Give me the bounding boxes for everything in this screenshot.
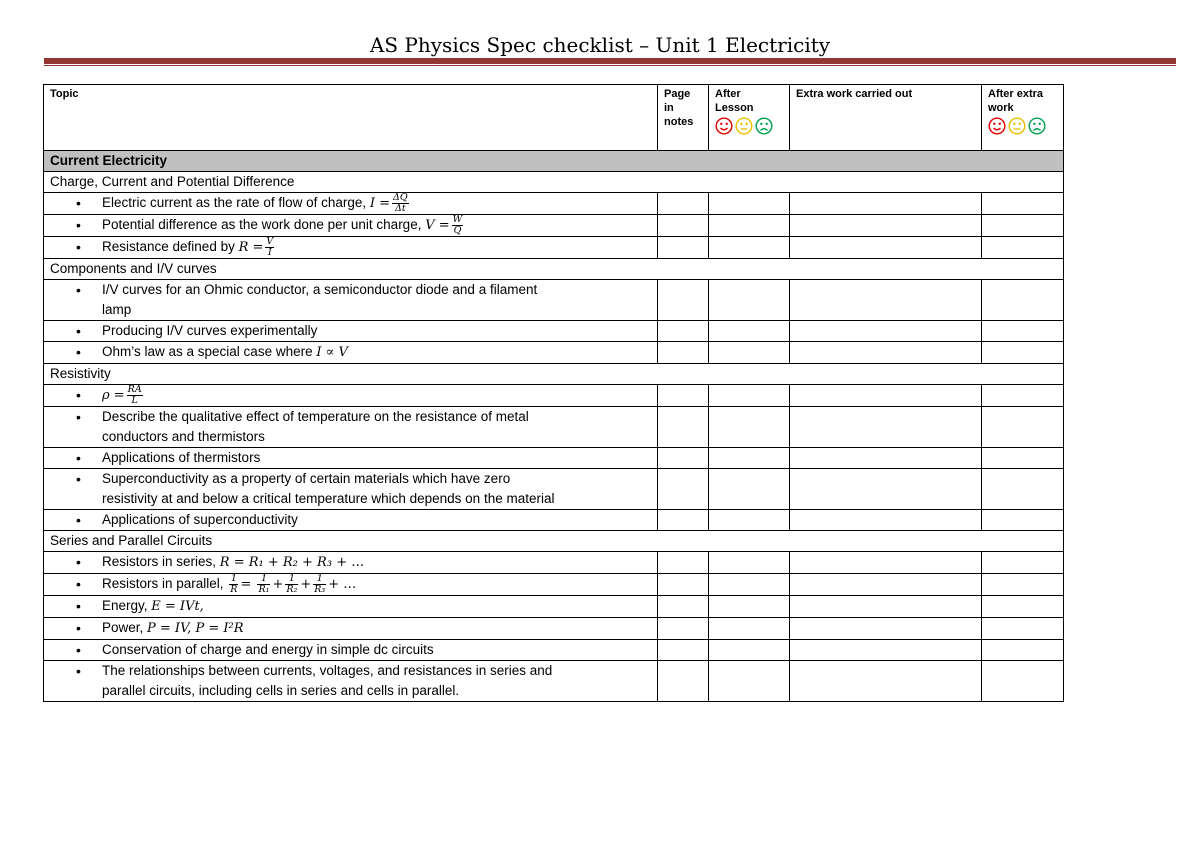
math-expression: E = IVt,: [151, 599, 204, 615]
checklist-row: [44, 596, 1064, 618]
denominator: Δt: [395, 203, 406, 214]
after-extra-cell[interactable]: [982, 193, 1064, 215]
topic-text: Superconductivity as a property of certain materials which have zero resistivity at and below a critical temperature which depends on the material: [102, 471, 555, 507]
math-expression: P = IV, P = I²R: [147, 621, 244, 637]
topic-text: Resistance defined by: [102, 239, 239, 255]
topic-cell: [44, 448, 658, 469]
math-expression: V =: [425, 218, 450, 234]
extra-work-cell[interactable]: [790, 552, 982, 574]
subheading: Components and I/V curves: [44, 259, 1064, 280]
smiley-face-icon: [715, 117, 733, 139]
after-extra-cell[interactable]: [982, 552, 1064, 574]
topic-cell: [44, 596, 658, 618]
after-extra-cell[interactable]: [982, 385, 1064, 407]
header-row: [44, 85, 1064, 151]
topic-cell: [44, 237, 658, 259]
math-expression: I =: [369, 196, 391, 212]
topic-text: Conservation of charge and energy in simple dc circuits: [102, 642, 434, 658]
denominator: Q: [453, 225, 462, 237]
topic-cell: [44, 215, 658, 237]
subheading: Resistivity: [44, 364, 1064, 385]
after-lesson-cell[interactable]: [709, 407, 790, 448]
checklist-row: [44, 469, 1064, 510]
extra-work-cell[interactable]: [790, 574, 982, 596]
topic-text: Electric current as the rate of flow of charge,: [102, 195, 370, 211]
bullet: •: [76, 217, 81, 234]
numerator: V: [266, 236, 274, 248]
topic-cell: [44, 552, 658, 574]
extra-work-cell[interactable]: [790, 469, 982, 510]
topic-text: Resistors in parallel,: [102, 576, 228, 592]
after-lesson-cell[interactable]: [709, 321, 790, 342]
page-cell[interactable]: [658, 215, 709, 237]
bullet: •: [76, 554, 81, 571]
page-cell[interactable]: [658, 448, 709, 469]
denominator: I: [267, 247, 272, 259]
subheading-row: [44, 259, 1064, 280]
rating-faces: [715, 117, 789, 139]
checklist-row: [44, 640, 1064, 661]
page-cell[interactable]: [658, 510, 709, 531]
page-cell[interactable]: [658, 385, 709, 407]
math-expression: ρ =: [102, 388, 125, 404]
after-lesson-cell[interactable]: [709, 193, 790, 215]
after-extra-cell[interactable]: [982, 640, 1064, 661]
topic-text: Ohm’s law as a special case where: [102, 344, 317, 360]
checklist-row: [44, 618, 1064, 640]
bullet: •: [76, 471, 81, 488]
math-expression: R =: [238, 240, 264, 256]
bullet: •: [76, 620, 81, 637]
bullet: •: [76, 323, 81, 340]
extra-work-cell[interactable]: [790, 385, 982, 407]
subheading-row: [44, 172, 1064, 193]
after-extra-label: After extra work: [988, 88, 1044, 114]
bullet: •: [76, 642, 81, 659]
checklist-row: [44, 407, 1064, 448]
extra-work-cell[interactable]: [790, 661, 982, 702]
extra-work-cell[interactable]: [790, 596, 982, 618]
extra-work-header: Extra work carried out: [790, 85, 982, 151]
checklist-row: [44, 215, 1064, 237]
topic-cell: [44, 618, 658, 640]
topic-text: Potential difference as the work done per unit charge,: [102, 217, 426, 233]
extra-work-cell[interactable]: [790, 510, 982, 531]
topic-cell: [44, 407, 658, 448]
topic-cell: [44, 342, 658, 364]
topic-cell: [44, 574, 658, 596]
checklist-row: [44, 448, 1064, 469]
topic-text: Describe the qualitative effect of temperature on the resistance of metal conductors and thermistors: [102, 409, 529, 445]
fraction: [265, 237, 274, 258]
fraction: [452, 215, 464, 236]
checklist-row: [44, 385, 1064, 407]
bullet: •: [76, 239, 81, 256]
checklist-row: [44, 321, 1064, 342]
page-cell[interactable]: [658, 407, 709, 448]
fraction: [127, 385, 143, 406]
topic-text: I/V curves for an Ohmic conductor, a semiconductor diode and a filament lamp: [102, 282, 538, 318]
section-row: [44, 151, 1064, 172]
checklist-row: [44, 193, 1064, 215]
after-extra-cell[interactable]: [982, 321, 1064, 342]
bullet: •: [76, 195, 81, 211]
subheading-row: [44, 531, 1064, 552]
math-expression: I ∝ V: [316, 345, 348, 361]
page-cell[interactable]: [658, 193, 709, 215]
after-extra-cell[interactable]: [982, 215, 1064, 237]
bullet: •: [76, 344, 81, 361]
page-cell[interactable]: [658, 469, 709, 510]
numerator: W: [452, 214, 463, 226]
after-lesson-cell[interactable]: [709, 661, 790, 702]
subheading-row: [44, 364, 1064, 385]
after-lesson-cell[interactable]: [709, 280, 790, 321]
denominator: L: [131, 395, 138, 407]
extra-work-cell[interactable]: [790, 618, 982, 640]
after-extra-cell[interactable]: [982, 596, 1064, 618]
after-lesson-cell[interactable]: [709, 385, 790, 407]
after-lesson-cell[interactable]: [709, 552, 790, 574]
title-rule: [44, 58, 1176, 64]
math-expression: $\frac{1}{R}$ = $\frac{1}{\text{R₁}}$ + $\frac{1}{\text{R₂}}$ + $\frac{1}{\text{R₃}}$ + …: [230, 573, 357, 596]
page-cell[interactable]: [658, 342, 709, 364]
bullet: •: [76, 663, 81, 680]
checklist-row: [44, 342, 1064, 364]
checklist-row: [44, 552, 1064, 574]
topic-cell: [44, 510, 658, 531]
checklist-row: [44, 280, 1064, 321]
after-lesson-cell[interactable]: [709, 618, 790, 640]
subheading: Series and Parallel Circuits: [44, 531, 1064, 552]
page-cell[interactable]: [658, 640, 709, 661]
after-extra-cell[interactable]: [982, 407, 1064, 448]
after-extra-cell[interactable]: [982, 574, 1064, 596]
fraction: [392, 193, 409, 214]
section-heading: Current Electricity: [44, 151, 1064, 172]
page-cell[interactable]: [658, 661, 709, 702]
topic-cell: [44, 661, 658, 702]
after-extra-header: [982, 85, 1064, 151]
checklist-row: [44, 237, 1064, 259]
title-rule-thin: [44, 65, 1176, 66]
subheading: Charge, Current and Potential Difference: [44, 172, 1064, 193]
after-extra-cell[interactable]: [982, 510, 1064, 531]
sad-face-icon: [1028, 117, 1046, 139]
page-cell[interactable]: [658, 574, 709, 596]
page-cell[interactable]: [658, 596, 709, 618]
after-extra-cell[interactable]: [982, 618, 1064, 640]
page-cell[interactable]: [658, 552, 709, 574]
bullet: •: [76, 512, 81, 529]
checklist-row: [44, 574, 1064, 596]
extra-work-cell[interactable]: [790, 237, 982, 259]
checklist-row: [44, 661, 1064, 702]
topic-text: Producing I/V curves experimentally: [102, 323, 318, 339]
topic-text: Power,: [102, 620, 148, 636]
sad-face-icon: [755, 117, 773, 139]
after-lesson-cell[interactable]: [709, 596, 790, 618]
topic-cell: [44, 193, 658, 215]
page-cell[interactable]: [658, 237, 709, 259]
numerator: ΔQ: [393, 192, 408, 203]
extra-work-cell[interactable]: [790, 342, 982, 364]
extra-work-cell[interactable]: [790, 215, 982, 237]
topic-text: Resistors in series,: [102, 554, 220, 570]
page-header: Page in notes: [658, 85, 709, 151]
page-title: AS Physics Spec checklist – Unit 1 Electricity: [369, 33, 831, 57]
topic-cell: [44, 640, 658, 661]
math-expression: R = R₁ + R₂ + R₃ + …: [219, 555, 365, 571]
neutral-face-icon: [735, 117, 753, 139]
extra-work-cell[interactable]: [790, 193, 982, 215]
neutral-face-icon: [1008, 117, 1026, 139]
bullet: •: [76, 409, 81, 426]
topic-cell: [44, 469, 658, 510]
bullet: •: [76, 576, 81, 593]
numerator: RA: [127, 384, 142, 396]
after-extra-cell[interactable]: [982, 661, 1064, 702]
page-cell[interactable]: [658, 280, 709, 321]
topic-cell: [44, 280, 658, 321]
extra-work-cell[interactable]: [790, 407, 982, 448]
after-lesson-cell[interactable]: [709, 510, 790, 531]
extra-work-cell[interactable]: [790, 321, 982, 342]
extra-work-cell[interactable]: [790, 448, 982, 469]
topic-cell: [44, 321, 658, 342]
smiley-face-icon: [988, 117, 1006, 139]
bullet: •: [76, 282, 81, 299]
topic-text: Energy,: [102, 598, 152, 614]
topic-header: Topic: [44, 85, 658, 151]
topic-text: Applications of superconductivity: [102, 512, 298, 528]
after-extra-cell[interactable]: [982, 237, 1064, 259]
topic-text: Applications of thermistors: [102, 450, 261, 466]
after-extra-cell[interactable]: [982, 342, 1064, 364]
after-lesson-cell[interactable]: [709, 215, 790, 237]
extra-work-cell[interactable]: [790, 640, 982, 661]
topic-text: The relationships between currents, voltages, and resistances in series and parallel circuits, including cells in series and cells in parallel.: [102, 663, 553, 699]
page-cell[interactable]: [658, 321, 709, 342]
checklist-table: [43, 84, 1064, 702]
topic-cell: [44, 385, 658, 407]
extra-work-cell[interactable]: [790, 280, 982, 321]
bullet: •: [76, 598, 81, 615]
checklist-row: [44, 510, 1064, 531]
after-extra-cell[interactable]: [982, 280, 1064, 321]
bullet: •: [76, 387, 81, 404]
after-lesson-cell[interactable]: [709, 640, 790, 661]
bullet: •: [76, 450, 81, 467]
after-lesson-cell[interactable]: [709, 342, 790, 364]
after-lesson-cell[interactable]: [709, 574, 790, 596]
after-extra-cell[interactable]: [982, 448, 1064, 469]
after-lesson-label: After Lesson: [715, 88, 754, 114]
after-lesson-cell[interactable]: [709, 469, 790, 510]
after-extra-cell[interactable]: [982, 469, 1064, 510]
after-lesson-cell[interactable]: [709, 237, 790, 259]
after-lesson-cell[interactable]: [709, 448, 790, 469]
rating-faces: [988, 117, 1063, 139]
after-lesson-header: [709, 85, 790, 151]
page-cell[interactable]: [658, 618, 709, 640]
